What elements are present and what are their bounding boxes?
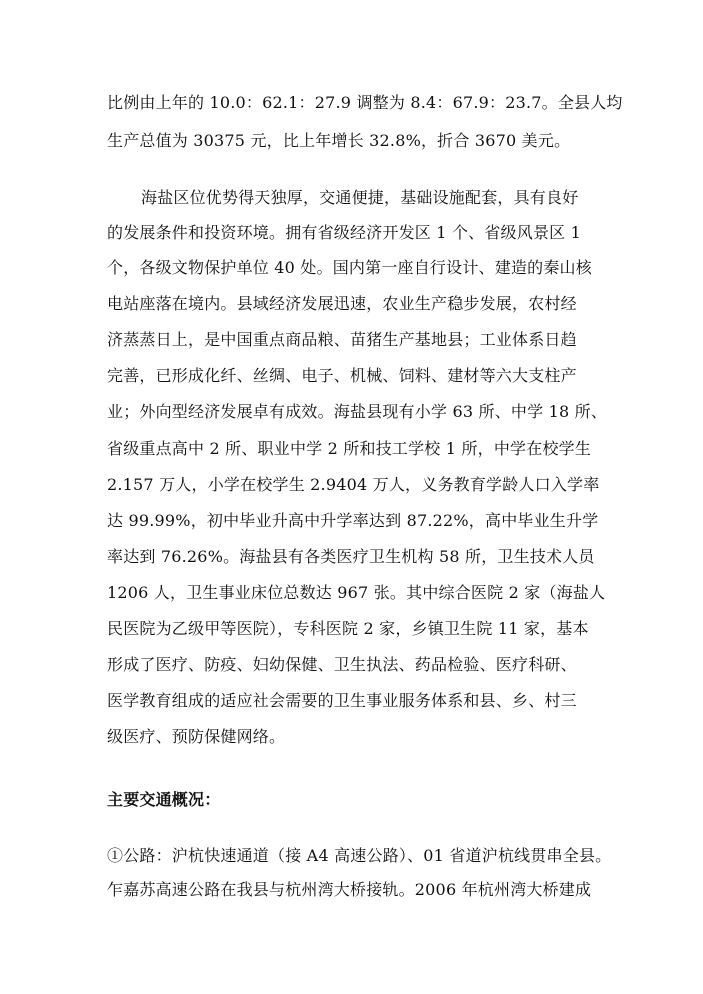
paragraph-2-line-12: 1206 人，卫生事业床位总数达 967 张。其中综合医院 2 家（海盐人 xyxy=(107,583,606,602)
section-heading: 主要交通概况： xyxy=(107,790,221,809)
paragraph-2-line-7: 业；外向型经济发展卓有成效。海盐县现有小学 63 所、中学 18 所、 xyxy=(107,402,608,421)
section-line-2: 乍嘉苏高速公路在我县与杭州湾大桥接轨。2006 年杭州湾大桥建成 xyxy=(107,880,592,899)
section-line-1: ①公路：沪杭快速通道（接 A4 高速公路）、01 省道沪杭线贯串全县。 xyxy=(107,846,612,865)
paragraph-2-line-9: 2.157 万人，小学在校学生 2.9404 万人，义务教育学龄人口入学率 xyxy=(107,475,600,494)
paragraph-2-line-6: 完善，已形成化纤、丝绸、电子、机械、饲料、建材等六大支柱产 xyxy=(107,366,577,385)
paragraph-2-line-8: 省级重点高中 2 所、职业中学 2 所和技工学校 1 所，中学在校学生 xyxy=(107,439,592,458)
paragraph-2-line-14: 形成了医疗、防疫、妇幼保健、卫生执法、药品检验、医疗科研、 xyxy=(107,655,577,674)
paragraph-2-line-5: 济蒸蒸日上，是中国重点商品粮、苗猪生产基地县；工业体系日趋 xyxy=(107,330,577,349)
paragraph-2-line-3: 个，各级文物保护单位 40 处。国内第一座自行设计、建造的秦山核 xyxy=(107,258,592,277)
paragraph-2-line-4: 电站座落在境内。县域经济发展迅速，农业生产稳步发展，农村经 xyxy=(107,294,577,313)
paragraph-2-line-2: 的发展条件和投资环境。拥有省级经济开发区 1 个、省级风景区 1 xyxy=(107,223,582,242)
paragraph-2-line-13: 民医院为乙级甲等医院），专科医院 2 家，乡镇卫生院 11 家，基本 xyxy=(107,619,589,638)
paragraph-2-line-10: 达 99.99%，初中毕业升高中升学率达到 87.22%，高中毕业生升学 xyxy=(107,511,599,530)
paragraph-1-line-2: 生产总值为 30375 元，比上年增长 32.8%，折合 3670 美元。 xyxy=(107,131,571,150)
paragraph-2-line-16: 级医疗、预防保健网络。 xyxy=(107,727,286,746)
paragraph-2-line-1: 海盐区位优势得天独厚，交通便捷，基础设施配套，具有良好 xyxy=(141,188,579,207)
paragraph-2-line-11: 率达到 76.26%。海盐县有各类医疗卫生机构 58 所，卫生技术人员 xyxy=(107,547,595,566)
paragraph-1-line-1: 比例由上年的 10.0：62.1：27.9 调整为 8.4：67.9：23.7。全县人均 xyxy=(107,93,623,112)
paragraph-2-line-15: 医学教育组成的适应社会需要的卫生事业服务体系和县、乡、村三 xyxy=(107,691,577,710)
